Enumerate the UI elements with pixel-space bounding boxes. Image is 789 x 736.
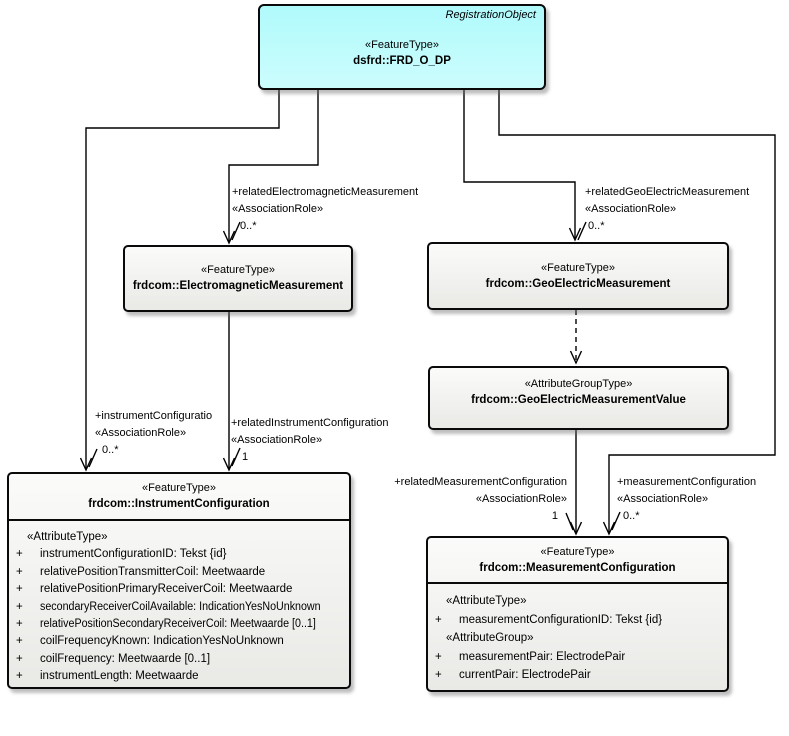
association-label-related-electromagnetic: +relatedElectromagneticMeasurement «AssociationRole» 0..* — [232, 186, 419, 232]
stereotype-label: «FeatureType» — [541, 261, 615, 274]
stereotype-label: «FeatureType» — [201, 264, 275, 276]
class-name: frdcom::GeoElectricMeasurement — [485, 277, 671, 290]
stereotype-label: «AttributeGroupType» — [524, 377, 633, 390]
stereotype-label: «FeatureType» — [540, 545, 615, 558]
class-node-geoelectric-measurement[interactable] — [427, 242, 729, 310]
class-name: frdcom::GeoElectricMeasurementValue — [471, 393, 686, 406]
attribute-section-header: «AttributeType» — [446, 595, 527, 607]
attribute-row: + relativePositionPrimaryReceiverCoil: Meetwaarde — [16, 583, 293, 596]
attribute-row: + relativePositionSecondaryReceiverCoil: Meetwaarde [0..1] — [16, 618, 316, 631]
attribute-row: + coilFrequencyKnown: IndicationYesNoUnknown — [16, 635, 284, 648]
stereotype-label: «FeatureType» — [142, 482, 216, 494]
class-node-frd-o-dp[interactable] — [258, 4, 546, 90]
class-node-geoelectric-measurement-value[interactable] — [428, 366, 729, 430]
attribute-row: + relativePositionTransmitterCoil: Meetwaarde — [16, 565, 266, 578]
class-node-instrument-configuration[interactable] — [7, 472, 351, 689]
attribute-row: + instrumentConfigurationID: Tekst {id} — [16, 548, 227, 561]
attribute-section-header: «AttributeGroup» — [446, 632, 534, 645]
attribute-row: + measurementPair: ElectrodePair — [435, 650, 626, 663]
association-label-measurement-configuration: +measurementConfiguration «AssociationRole» 0..* — [617, 476, 757, 522]
corner-label: RegistrationObject — [445, 9, 536, 21]
attribute-section-header: «AttributeType» — [27, 531, 108, 543]
class-name: frdcom::MeasurementConfiguration — [479, 561, 676, 574]
association-label-instrument-configuration: +instrumentConfiguratio «AssociationRole» 0..* — [95, 410, 213, 456]
class-name: frdcom::ElectromagneticMeasurement — [132, 280, 344, 292]
stereotype-label: «FeatureType» — [365, 38, 439, 51]
connector-geoelectric-to-value — [571, 310, 582, 363]
association-label-related-geoelectric: +relatedGeoElectricMeasurement «AssociationRole» 0..* — [585, 186, 750, 232]
connector-value-to-measurement — [566, 430, 582, 534]
attribute-row: + secondaryReceiverCoilAvailable: IndicationYesNoUnknown — [16, 600, 321, 613]
class-name: frdcom::InstrumentConfiguration — [88, 498, 270, 510]
connector-frd-to-measurement — [499, 90, 775, 534]
connector-frd-to-geoelectric — [464, 90, 586, 240]
association-label-related-measurement: +relatedMeasurementConfiguration «AssociationRole» 1 — [394, 476, 567, 522]
attribute-row: + measurementConfigurationID: Tekst {id} — [435, 613, 663, 626]
attribute-row: + currentPair: ElectrodePair — [435, 669, 591, 682]
attribute-row: + coilFrequency: Meetwaarde [0..1] — [16, 652, 211, 665]
class-node-measurement-configuration[interactable] — [426, 536, 729, 692]
attribute-row: + instrumentLength: Meetwaarde — [16, 670, 199, 683]
class-name: dsfrd::FRD_O_DP — [353, 54, 451, 67]
class-node-electromagnetic-measurement[interactable] — [123, 245, 353, 312]
association-label-related-instrument: +relatedInstrumentConfiguration «AssociationRole» 1 — [231, 417, 389, 463]
